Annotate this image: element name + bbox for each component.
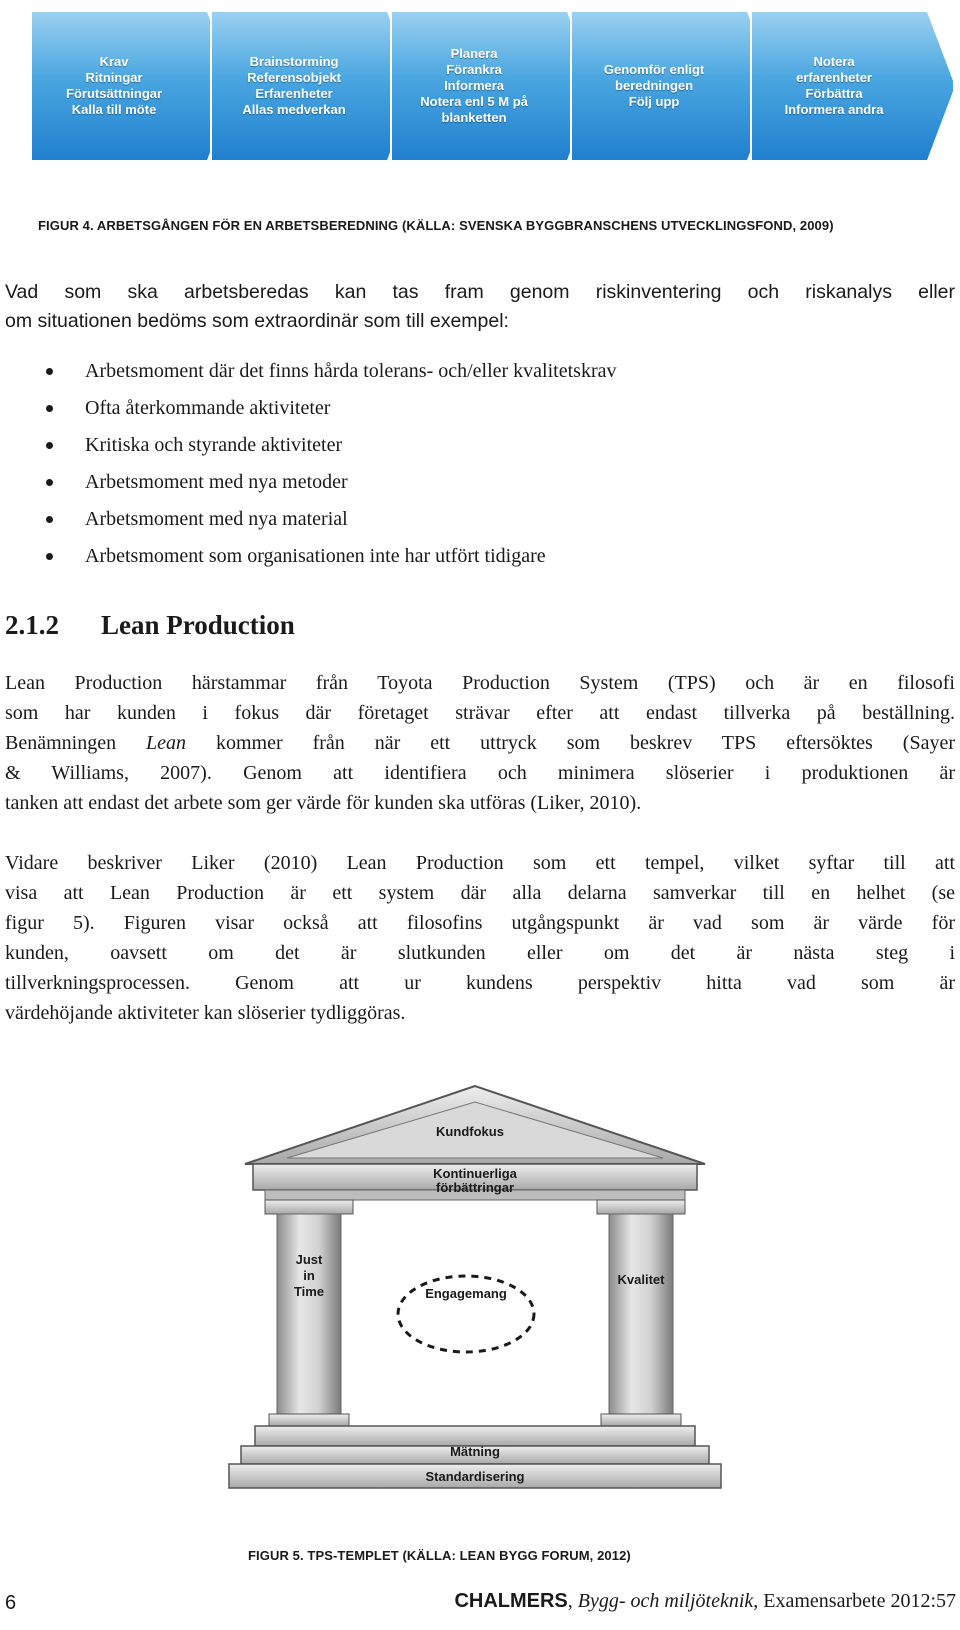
- paragraph-line: Lean Production härstammar från Toyota Production System (TPS) och är en filosofi: [5, 672, 955, 694]
- step-line: Informera: [444, 78, 505, 93]
- roof-label: Kundfokus: [436, 1124, 504, 1139]
- step-line: Följ upp: [628, 94, 680, 109]
- process-step-5: [750, 10, 955, 162]
- step-line: erfarenheter: [796, 70, 872, 85]
- text-run: kommer från när ett uttryck som beskrev TPS eftersöktes (Sayer: [186, 732, 955, 754]
- process-step-1: [30, 10, 235, 162]
- step-line: Förankra: [446, 62, 502, 77]
- step-line: Referensobjekt: [247, 70, 342, 85]
- roof-band-label: [395, 1167, 555, 1195]
- paragraph-line: tanken att endast det arbete som ger värde för kunden ska utföras (Liker, 2010).: [5, 792, 642, 814]
- step-upper-label: Mätning: [450, 1444, 500, 1459]
- step-line: Notera: [813, 54, 855, 69]
- process-step-text: [30, 10, 198, 162]
- step-line: Förutsättningar: [66, 86, 163, 101]
- page-number: 6: [5, 1592, 17, 1614]
- figure-4-caption: FIGUR 4. ARBETSGÅNGEN FÖR EN ARBETSBEREDNING (KÄLLA: SVENSKA BYGGBRANSCHENS UTVECKLINGSFOND, 2009): [38, 218, 834, 233]
- section-number: 2.1.2: [5, 610, 59, 640]
- step-line: Genomför enligt: [603, 62, 705, 77]
- list-item: Arbetsmoment som organisationen inte har utfört tidigare: [40, 538, 616, 575]
- intro-line: om situationen bedöms som extraordinär som till exempel:: [5, 310, 509, 332]
- left-pillar-line: Just: [295, 1252, 323, 1267]
- roof-band-line: förbättringar: [436, 1180, 514, 1195]
- list-item: Ofta återkommande aktiviteter: [40, 390, 616, 427]
- paragraph-line: tillverkningsprocessen. Genom att ur kundens perspektiv hitta vad som är: [5, 972, 955, 994]
- step-line: Krav: [99, 54, 129, 69]
- intro-paragraph: [5, 278, 955, 336]
- step-line: Förbättra: [805, 86, 863, 101]
- paragraph-line: kunden, oavsett om det är slutkunden eller om det är nästa steg i: [5, 942, 955, 964]
- step-line: Brainstorming: [249, 54, 339, 69]
- step-line: Notera enl 5 M på: [420, 94, 528, 109]
- process-step-3: [390, 10, 595, 162]
- right-pillar-label: Kvalitet: [617, 1272, 665, 1287]
- footer-separator: ,: [567, 1590, 578, 1612]
- left-pillar-line: Time: [293, 1284, 325, 1299]
- list-item: Kritiska och styrande aktiviteter: [40, 427, 616, 464]
- step-line: blanketten: [441, 110, 507, 125]
- temple-step-upper: [255, 1426, 695, 1446]
- step-line: beredningen: [615, 78, 694, 93]
- footer-credit: [454, 1590, 956, 1613]
- process-step-4: [570, 10, 775, 162]
- step-line: Kalla till möte: [71, 102, 157, 117]
- section-heading: [5, 610, 295, 641]
- step-line: Ritningar: [85, 70, 143, 85]
- step-lower-label: Standardisering: [425, 1469, 525, 1484]
- text-run: Benämningen: [5, 732, 147, 754]
- footer-suffix: , Examensarbete 2012:57: [753, 1590, 956, 1612]
- list-item: Arbetsmoment där det finns hårda tolerans- och/eller kvalitetskrav: [40, 353, 616, 390]
- footer-brand: CHALMERS: [454, 1590, 568, 1612]
- process-step-text: [570, 10, 738, 162]
- paragraph-line: som har kunden i fokus där företaget strävar efter att endast tillverka på beställning.: [5, 702, 955, 724]
- bullet-list: [40, 353, 616, 575]
- right-pillar-base: [601, 1414, 681, 1426]
- lean-paragraph: [5, 668, 955, 818]
- process-figure: [30, 10, 960, 170]
- step-line: Allas medverkan: [242, 102, 346, 117]
- process-step-2: [210, 10, 415, 162]
- figure-5-caption: FIGUR 5. TPS-TEMPLET (KÄLLA: LEAN BYGG FORUM, 2012): [248, 1548, 631, 1563]
- paragraph-line: [5, 728, 955, 758]
- right-pillar-capital: [597, 1200, 685, 1214]
- step-line: Informera andra: [784, 102, 884, 117]
- process-step-text: [750, 10, 918, 162]
- paragraph-line: & Williams, 2007). Genom att identifiera och minimera slöserier i produktionen är: [5, 762, 955, 784]
- paragraph-line: värdehöjande aktiviteter kan slöserier tydliggöras.: [5, 1002, 406, 1024]
- process-step-text: [210, 10, 378, 162]
- vidare-paragraph: [5, 848, 955, 1028]
- paragraph-line: Vidare beskriver Liker (2010) Lean Production som ett tempel, vilket syftar till att: [5, 852, 955, 874]
- step-line: Erfarenheter: [255, 86, 333, 101]
- right-pillar-shaft: [609, 1214, 673, 1414]
- paragraph-line: visa att Lean Production är ett system där alla delarna samverkar till en helhet (se: [5, 882, 955, 904]
- intro-line: Vad som ska arbetsberedas kan tas fram genom riskinventering och riskanalys eller: [5, 281, 955, 303]
- roof-band-line: Kontinuerliga: [433, 1166, 517, 1181]
- left-pillar-capital: [265, 1200, 353, 1214]
- left-pillar-base: [269, 1414, 349, 1426]
- process-step-text: [390, 10, 558, 162]
- paragraph-line: figur 5). Figuren visar också att filosofins utgångspunkt är vad som är värde för: [5, 912, 955, 934]
- step-line: Planera: [450, 46, 498, 61]
- left-pillar-line: in: [303, 1268, 315, 1283]
- list-item: Arbetsmoment med nya material: [40, 501, 616, 538]
- emphasized-term: Lean: [146, 732, 187, 754]
- left-pillar-label: [277, 1252, 341, 1300]
- left-pillar-shaft: [277, 1214, 341, 1414]
- temple-figure: [225, 1082, 725, 1516]
- section-title: Lean Production: [101, 610, 295, 640]
- footer-department: Bygg- och miljöteknik: [577, 1590, 754, 1612]
- center-label: Engagemang: [425, 1286, 507, 1301]
- list-item: Arbetsmoment med nya metoder: [40, 464, 616, 501]
